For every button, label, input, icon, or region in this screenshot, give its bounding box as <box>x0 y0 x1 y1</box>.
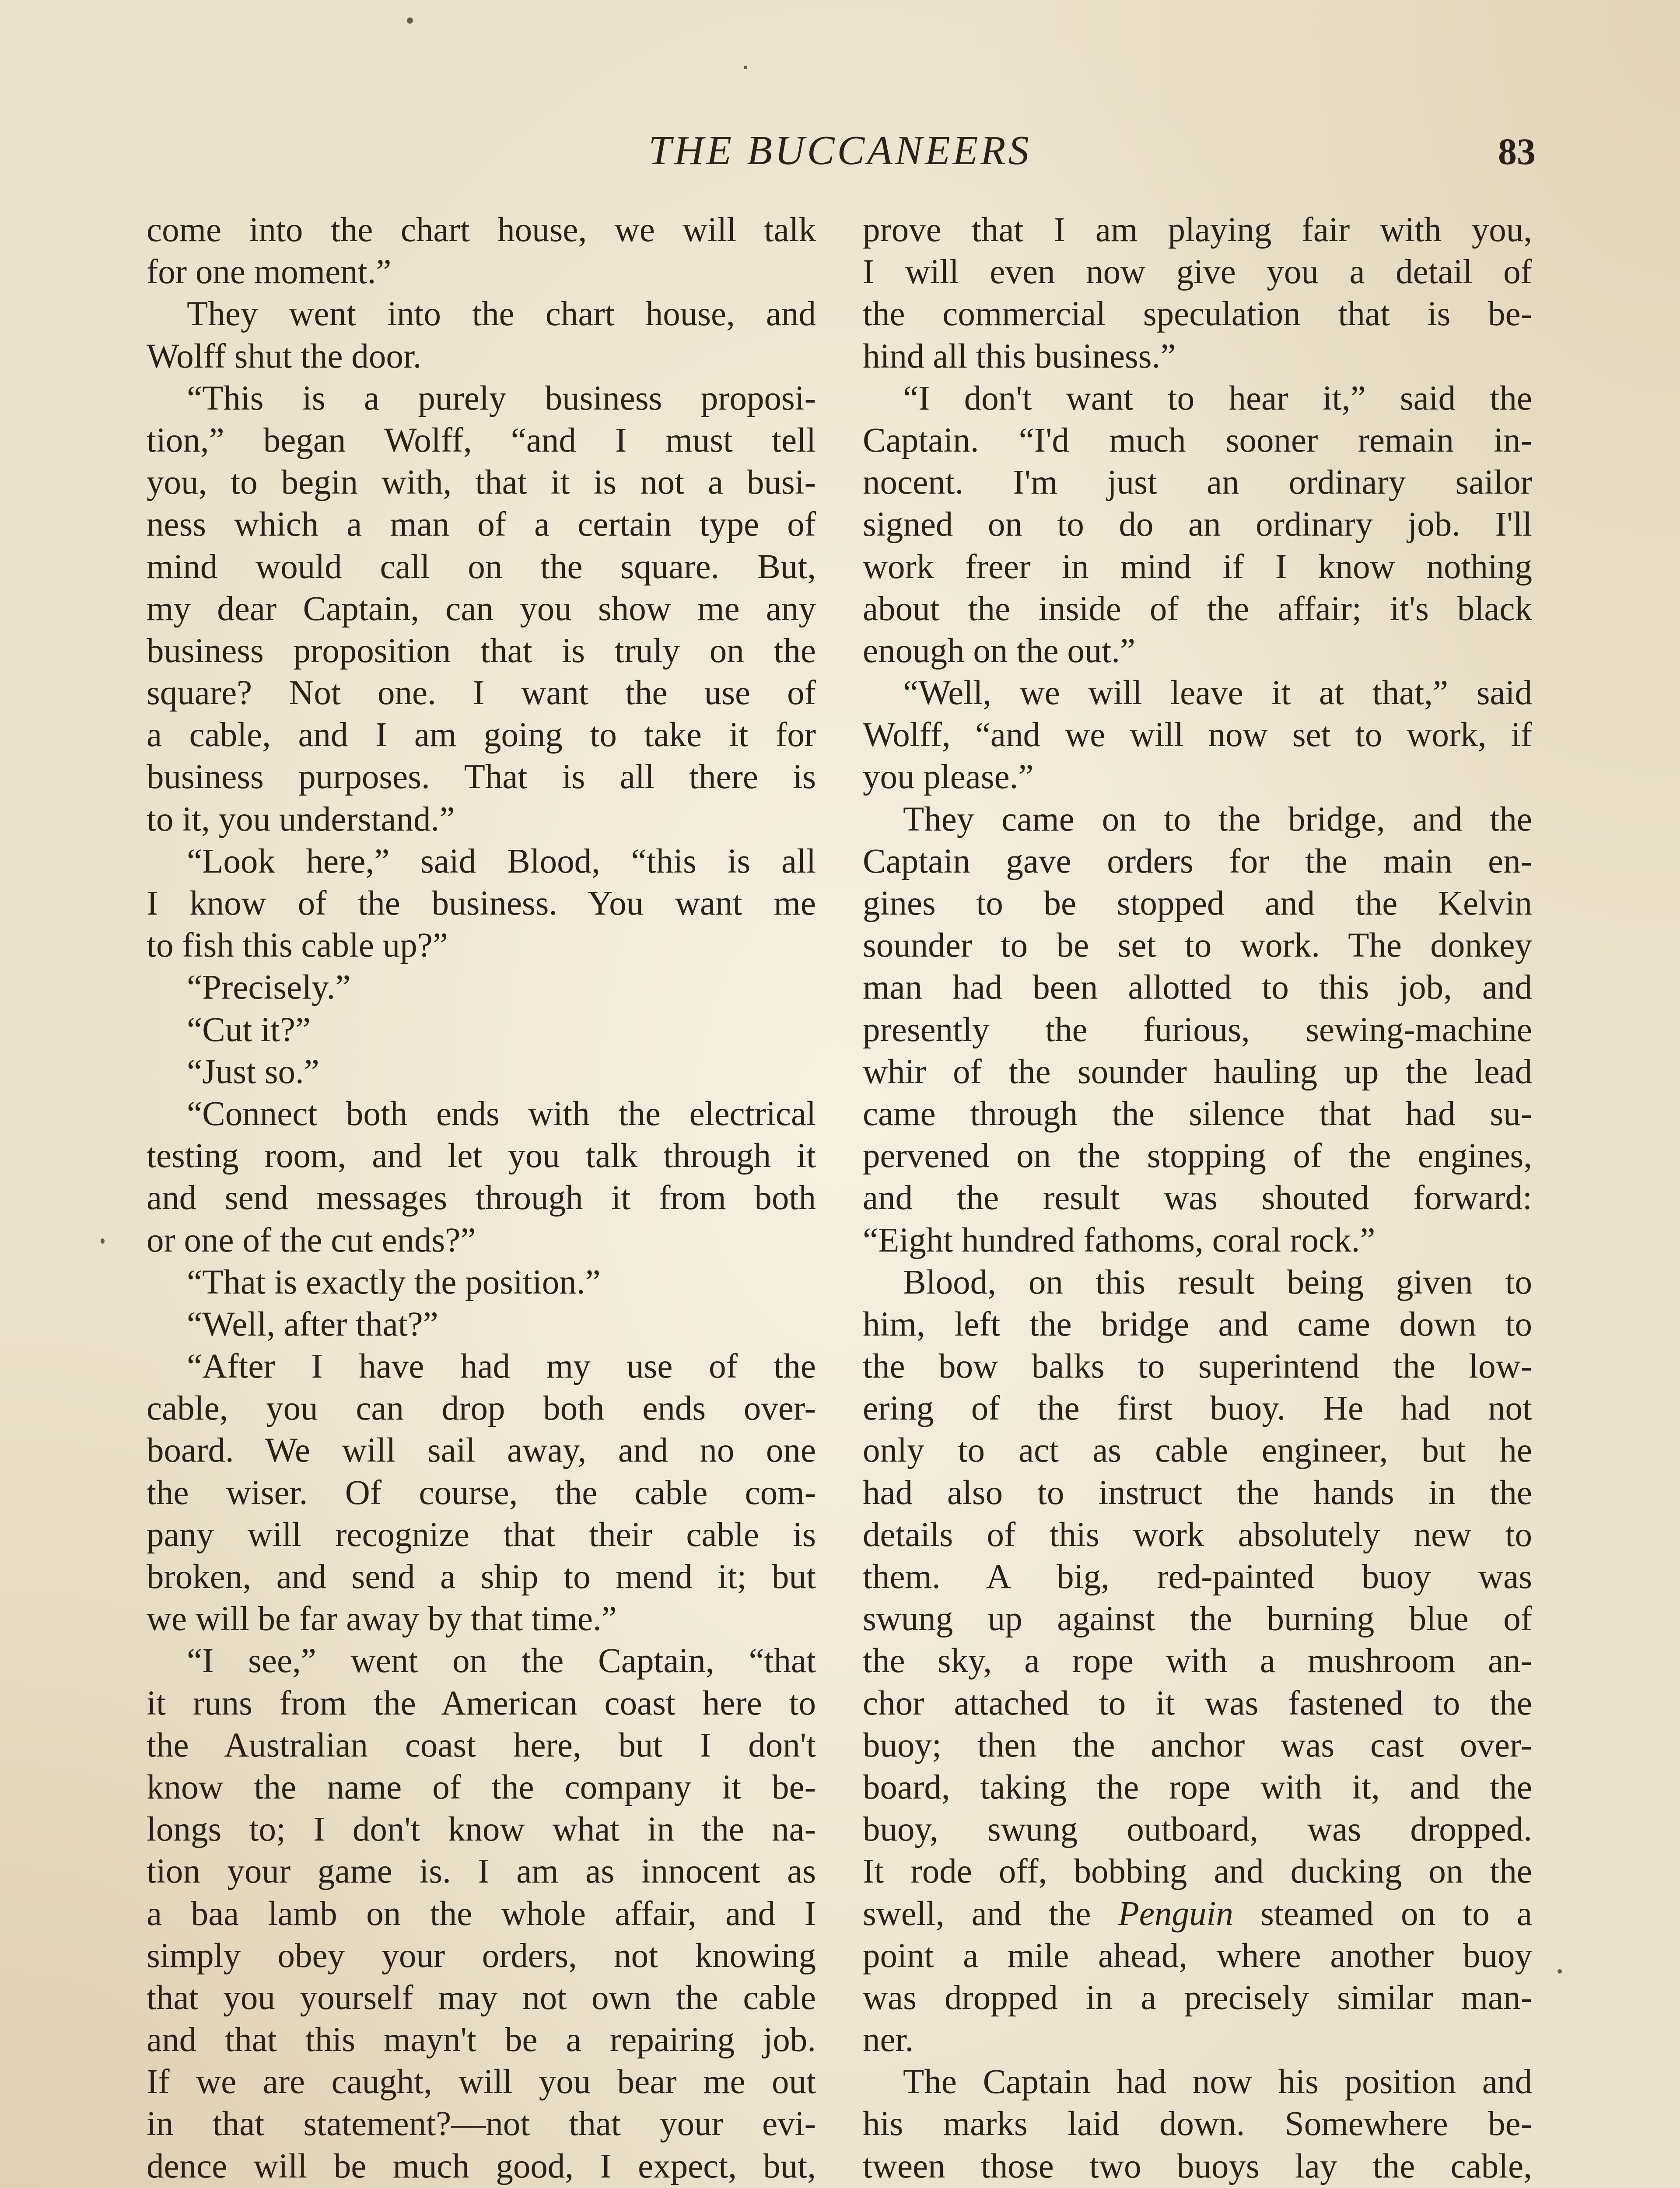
left-column-line: you, to begin with, that it is not a busi- <box>147 463 816 502</box>
page-number: 83 <box>1498 130 1536 172</box>
right-column-line: ner. <box>863 2021 914 2059</box>
left-text-column <box>147 209 816 2188</box>
right-column-line: “Eight hundred fathoms, coral rock.” <box>863 1221 1376 1259</box>
left-column-line: come into the chart house, we will talk <box>147 211 816 249</box>
right-column-line: swell, and the Penguin steamed on to a <box>863 1894 1532 1933</box>
left-column-line: and send messages through it from both <box>147 1179 816 1217</box>
right-column-line: prove that I am playing fair with you, <box>863 211 1532 249</box>
left-column-line: “Precisely.” <box>187 968 351 1007</box>
right-column-line: sounder to be set to work. The donkey <box>863 926 1532 965</box>
left-column-line: “After I have had my use of the <box>187 1347 816 1386</box>
left-column-line: They went into the chart house, and <box>187 295 816 333</box>
left-column-line: in that statement?—not that your evi- <box>147 2105 816 2143</box>
left-column-line: and that this mayn't be a repairing job. <box>147 2021 816 2059</box>
right-column-line: the sky, a rope with a mushroom an- <box>863 1642 1532 1680</box>
ship-name: Penguin <box>1118 1894 1233 1933</box>
left-column-line: cable, you can drop both ends over- <box>147 1389 816 1428</box>
running-title: THE BUCCANEERS <box>648 128 1032 173</box>
right-column-line: presently the furious, sewing-machine <box>863 1010 1532 1049</box>
left-column-line: If we are caught, will you bear me out <box>147 2063 816 2101</box>
right-column-line: pervened on the stopping of the engines, <box>863 1137 1532 1175</box>
left-column-line: my dear Captain, can you show me any <box>147 589 816 628</box>
paper-speck <box>744 66 747 69</box>
left-column-line: a baa lamb on the whole affair, and I <box>147 1894 816 1933</box>
left-column-line: mind would call on the square. But, <box>147 547 816 586</box>
right-column-line: buoy; then the anchor was cast over- <box>863 1726 1532 1764</box>
right-column-line: signed on to do an ordinary job. I'll <box>863 505 1532 544</box>
paper-speck <box>407 18 413 24</box>
left-column-line: a cable, and I am going to take it for <box>147 716 816 754</box>
left-column-line: we will be far away by that time.” <box>147 1600 617 1638</box>
right-column-line: “I don't want to hear it,” said the <box>903 379 1532 417</box>
right-column-line: details of this work absolutely new to <box>863 1515 1532 1554</box>
right-column-line: you please.” <box>863 758 1034 796</box>
right-column-line: the bow balks to superintend the low- <box>863 1347 1532 1386</box>
right-column-line: work freer in mind if I know nothing <box>863 547 1532 586</box>
left-column-line: “Cut it?” <box>187 1010 311 1049</box>
right-column-line: The Captain had now his position and <box>903 2063 1532 2101</box>
right-column-line: ering of the first buoy. He had not <box>863 1389 1532 1428</box>
left-column-line: know the name of the company it be- <box>147 1768 816 1806</box>
right-column-line: Blood, on this result being given to <box>903 1263 1532 1301</box>
left-column-line: simply obey your orders, not knowing <box>147 1936 816 1975</box>
left-column-line: for one moment.” <box>147 253 392 291</box>
right-column-line: man had been allotted to this job, and <box>863 968 1532 1007</box>
left-column-line: square? Not one. I want the use of <box>147 674 816 712</box>
left-column-line: “That is exactly the position.” <box>187 1263 601 1301</box>
right-column-line: They came on to the bridge, and the <box>903 800 1532 838</box>
right-column-line: the commercial speculation that is be- <box>863 295 1532 333</box>
left-column-line: I know of the business. You want me <box>147 884 816 922</box>
left-column-line: to it, you understand.” <box>147 800 455 838</box>
right-column-line: swung up against the burning blue of <box>863 1600 1532 1638</box>
right-column-line: only to act as cable engineer, but he <box>863 1431 1532 1470</box>
left-column-line: tion your game is. I am as innocent as <box>147 1852 816 1891</box>
left-column-line: “Look here,” said Blood, “this is all <box>187 842 816 880</box>
right-column-line: Captain. “I'd much sooner remain in- <box>863 421 1532 459</box>
right-column-line: and the result was shouted forward: <box>863 1179 1532 1217</box>
left-column-line: or one of the cut ends?” <box>147 1221 476 1259</box>
right-column-line: I will even now give you a detail of <box>863 253 1532 291</box>
left-column-line: ness which a man of a certain type of <box>147 505 816 544</box>
right-column-line: them. A big, red-painted buoy was <box>863 1558 1532 1596</box>
right-column-line: had also to instruct the hands in the <box>863 1473 1532 1512</box>
left-column-line: broken, and send a ship to mend it; but <box>147 1558 816 1596</box>
left-column-line: board. We will sail away, and no one <box>147 1431 816 1470</box>
paper-speck <box>101 1238 105 1244</box>
right-column-line: whir of the sounder hauling up the lead <box>863 1052 1532 1091</box>
right-text-column <box>863 209 1532 2188</box>
left-column-line: pany will recognize that their cable is <box>147 1515 816 1554</box>
right-column-line: came through the silence that had su- <box>863 1094 1532 1133</box>
left-column-line: tion,” began Wolff, “and I must tell <box>147 421 816 459</box>
left-column-line: business purposes. That is all there is <box>147 758 816 796</box>
right-column-line: point a mile ahead, where another buoy <box>863 1936 1532 1975</box>
right-column-line: about the inside of the affair; it's black <box>863 589 1532 628</box>
left-column-line: longs to; I don't know what in the na- <box>147 1810 816 1849</box>
right-column-line: tween those two buoys lay the cable, <box>863 2147 1532 2185</box>
paper-speck <box>1558 1969 1562 1974</box>
right-column-line: It rode off, bobbing and ducking on the <box>863 1852 1532 1891</box>
left-column-line: to fish this cable up?” <box>147 926 448 965</box>
left-column-line: Wolff shut the door. <box>147 337 422 375</box>
right-column-line: Wolff, “and we will now set to work, if <box>863 716 1532 754</box>
right-column-line: gines to be stopped and the Kelvin <box>863 884 1532 922</box>
left-column-line: “Well, after that?” <box>187 1305 438 1343</box>
left-column-line: that you yourself may not own the cable <box>147 1978 816 2017</box>
right-column-line: his marks laid down. Somewhere be- <box>863 2105 1532 2143</box>
right-column-line: board, taking the rope with it, and the <box>863 1768 1532 1806</box>
right-column-line: was dropped in a precisely similar man- <box>863 1978 1532 2017</box>
right-column-line: buoy, swung outboard, was dropped. <box>863 1810 1532 1849</box>
left-column-line: “Just so.” <box>187 1052 319 1091</box>
left-column-line: business proposition that is truly on the <box>147 631 816 670</box>
left-column-line: dence will be much good, I expect, but, <box>147 2147 816 2185</box>
left-column-line: the Australian coast here, but I don't <box>147 1726 816 1764</box>
left-column-line: “This is a purely business proposi- <box>187 379 816 417</box>
right-column-line: hind all this business.” <box>863 337 1176 375</box>
right-column-line: him, left the bridge and came down to <box>863 1305 1532 1343</box>
left-column-line: testing room, and let you talk through it <box>147 1137 816 1175</box>
left-column-line: “I see,” went on the Captain, “that <box>187 1642 816 1680</box>
left-column-line: “Connect both ends with the electrical <box>187 1094 816 1133</box>
left-column-line: it runs from the American coast here to <box>147 1684 816 1722</box>
right-column-line: enough on the out.” <box>863 631 1136 670</box>
page-header <box>144 127 1536 179</box>
right-column-line: “Well, we will leave it at that,” said <box>903 674 1532 712</box>
right-column-line: Captain gave orders for the main en- <box>863 842 1532 880</box>
left-column-line: the wiser. Of course, the cable com- <box>147 1473 816 1512</box>
right-column-line: chor attached to it was fastened to the <box>863 1684 1532 1722</box>
right-column-line: nocent. I'm just an ordinary sailor <box>863 463 1532 502</box>
